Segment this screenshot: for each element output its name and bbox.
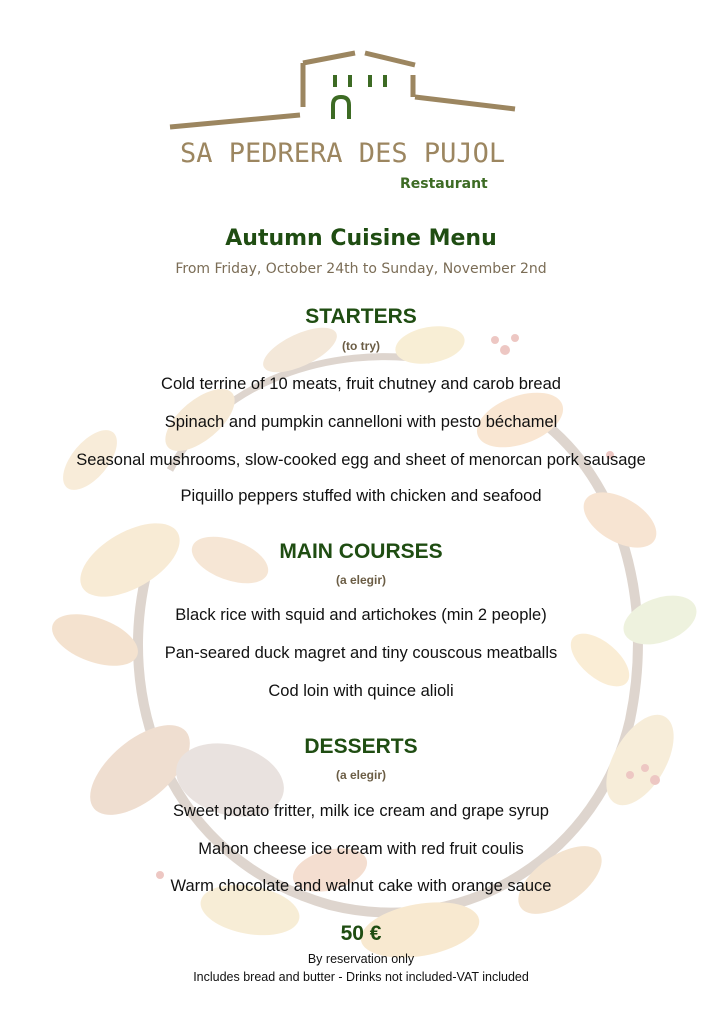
- section-title-desserts: DESSERTS: [304, 735, 418, 758]
- section-note-main-courses: (a elegir): [335, 573, 386, 587]
- section-note-desserts: (a elegir): [335, 768, 386, 782]
- dish-item: Warm chocolate and walnut cake with orange sauce: [170, 877, 552, 895]
- dish-item: Mahon cheese ice cream with red fruit coulis: [198, 840, 524, 858]
- dish-item: Cold terrine of 10 meats, fruit chutney and carob bread: [161, 375, 561, 393]
- includes-note: Includes bread and butter - Drinks not included-VAT included: [193, 970, 529, 984]
- menu-price: 50 €: [340, 922, 382, 945]
- dish-item: Black rice with squid and artichokes (min 2 people): [175, 606, 547, 624]
- logo-subtitle: Restaurant: [400, 176, 488, 192]
- dish-item: Spinach and pumpkin cannelloni with pesto béchamel: [164, 413, 558, 431]
- menu-title: Autumn Cuisine Menu: [225, 226, 497, 251]
- logo-name: SA PEDRERA DES PUJOL: [180, 138, 506, 169]
- dish-item: Cod loin with quince alioli: [268, 682, 454, 700]
- dish-item: Sweet potato fritter, milk ice cream and grape syrup: [172, 802, 549, 820]
- menu-dates: From Friday, October 24th to Sunday, November 2nd: [175, 261, 547, 277]
- dish-item: Seasonal mushrooms, slow-cooked egg and sheet of menorcan pork sausage: [76, 451, 646, 469]
- dish-item: Pan-seared duck magret and tiny couscous meatballs: [164, 644, 558, 662]
- section-title-starters: STARTERS: [305, 305, 417, 328]
- section-note-starters: (to try): [342, 339, 380, 353]
- reservation-note: By reservation only: [307, 952, 415, 966]
- section-title-main-courses: MAIN COURSES: [279, 540, 443, 563]
- dish-item: Piquillo peppers stuffed with chicken and seafood: [180, 487, 542, 505]
